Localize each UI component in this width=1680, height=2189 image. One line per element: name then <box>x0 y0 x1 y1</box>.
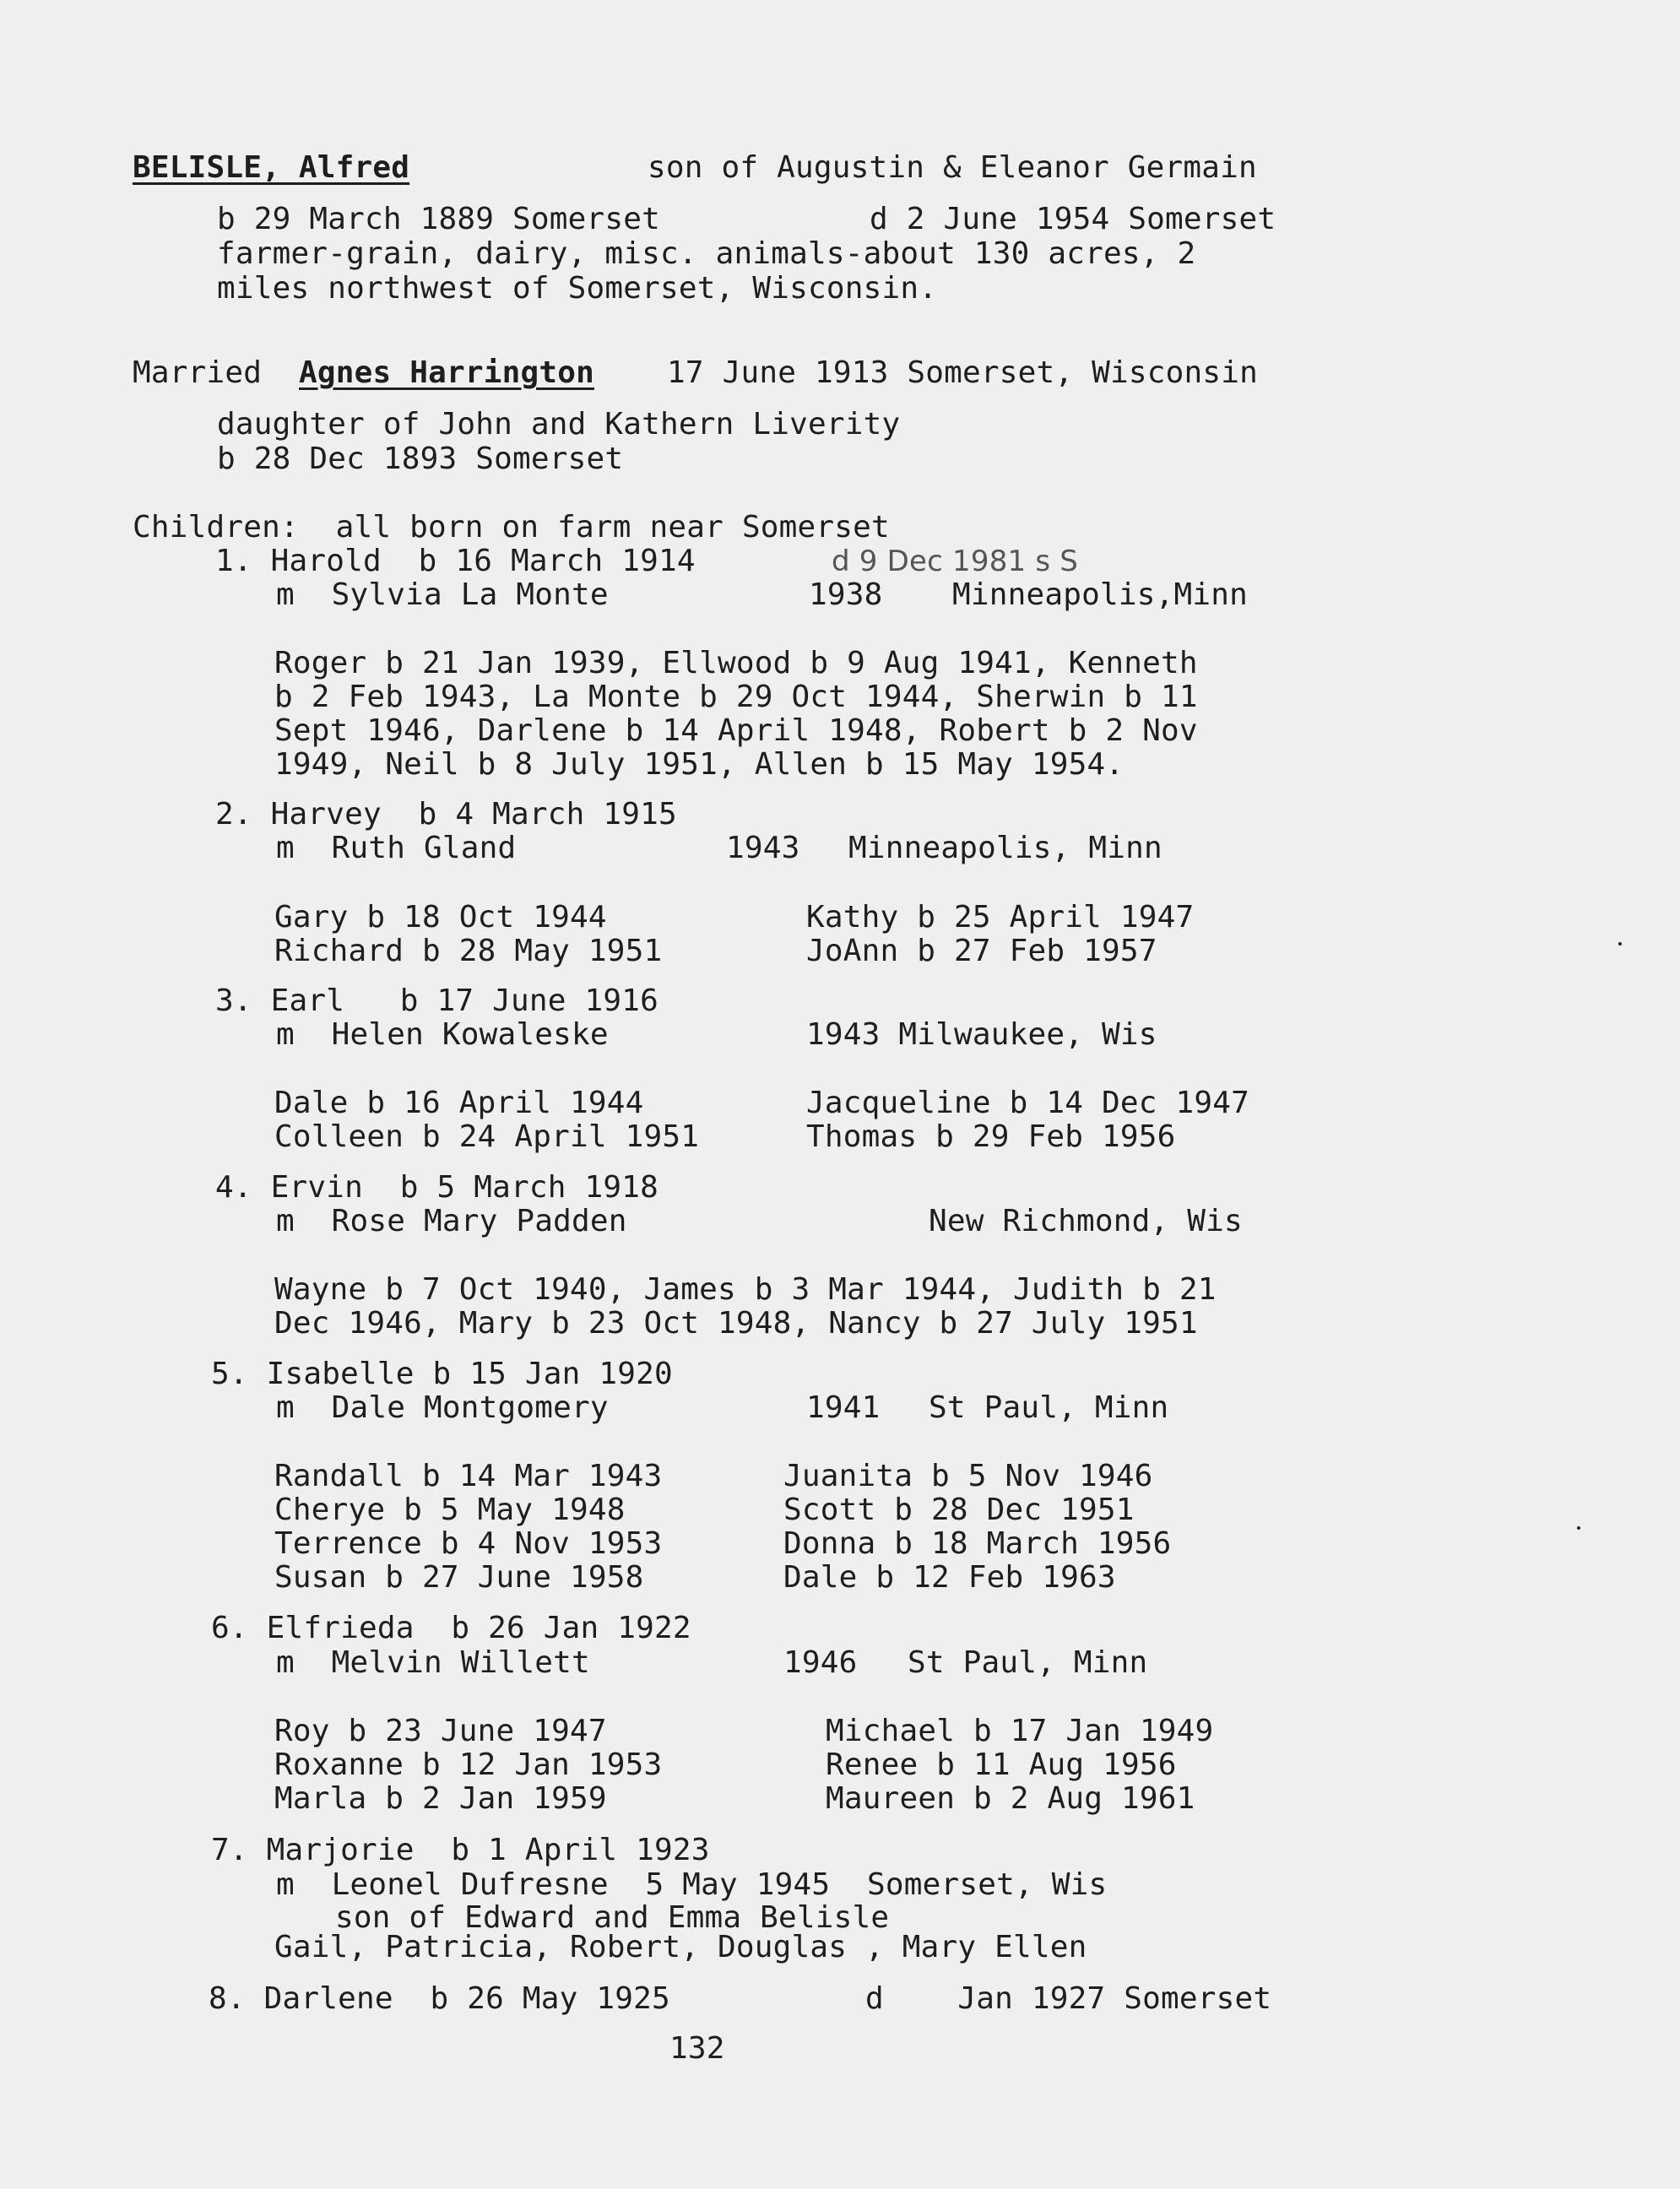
child-6-kid-right: Michael b 17 Jan 1949 <box>826 1714 1214 1748</box>
occupation-line-2: miles northwest of Somerset, Wisconsin. <box>217 271 938 306</box>
person-name: BELISLE, Alfred <box>133 150 410 185</box>
child-3-entry: 3. Earl b 17 June 1916 <box>215 983 658 1018</box>
child-2-marriage-place: Minneapolis, Minn <box>848 831 1162 865</box>
child-5-kid-left: Susan b 27 June 1958 <box>274 1560 644 1595</box>
married-label: Married <box>133 355 263 390</box>
child-4-kids-line-2: Dec 1946, Mary b 23 Oct 1948, Nancy b 27 July 1951 <box>274 1306 1198 1341</box>
spouse-birth: b 28 Dec 1893 Somerset <box>217 442 624 476</box>
child-8-death: d Jan 1927 Somerset <box>865 1981 1272 2016</box>
occupation-line-1: farmer-grain, dairy, misc. animals-about 130 acres, 2 <box>217 236 1196 271</box>
child-6-marriage-year: 1946 <box>783 1645 858 1680</box>
scan-speck <box>1577 1526 1580 1530</box>
child-5-kid-right: Scott b 28 Dec 1951 <box>783 1493 1135 1527</box>
child-5-kid-right: Donna b 18 March 1956 <box>783 1526 1172 1561</box>
child-2-marriage-year: 1943 <box>726 831 800 865</box>
child-3-kid-left-1: Dale b 16 April 1944 <box>274 1086 644 1120</box>
child-6-spouse: m Melvin Willett <box>276 1645 590 1680</box>
child-1-kids-line-4: 1949, Neil b 8 July 1951, Allen b 15 May 1954. <box>274 747 1125 782</box>
child-2-kid-right-2: JoAnn b 27 Feb 1957 <box>806 934 1157 968</box>
child-7-kids: Gail, Patricia, Robert, Douglas , Mary Ellen <box>274 1930 1087 1964</box>
child-1-kids-line-3: Sept 1946, Darlene b 14 April 1948, Robert b 2 Nov <box>274 713 1198 748</box>
child-3-marriage-year-place: 1943 Milwaukee, Wis <box>806 1017 1157 1052</box>
child-5-kid-left: Cherye b 5 May 1948 <box>274 1493 626 1527</box>
child-4-spouse: m Rose Mary Padden <box>276 1204 627 1238</box>
child-5-spouse: m Dale Montgomery <box>276 1390 609 1425</box>
child-3-spouse: m Helen Kowaleske <box>276 1017 609 1052</box>
child-6-kid-left: Roxanne b 12 Jan 1953 <box>274 1747 663 1782</box>
marriage-date-place: 17 June 1913 Somerset, Wisconsin <box>667 355 1258 390</box>
child-1-spouse: m Sylvia La Monte <box>276 577 609 612</box>
page-number: 132 <box>669 2031 725 2066</box>
child-5-kid-left: Terrence b 4 Nov 1953 <box>274 1526 663 1561</box>
child-6-kid-right: Renee b 11 Aug 1956 <box>826 1747 1177 1782</box>
child-1-entry: 1. Harold b 16 March 1914 <box>215 544 696 578</box>
child-5-marriage-year: 1941 <box>806 1390 881 1425</box>
child-3-kid-left-2: Colleen b 24 April 1951 <box>274 1119 700 1154</box>
person-parents: son of Augustin & Eleanor Germain <box>648 150 1257 185</box>
child-2-entry: 2. Harvey b 4 March 1915 <box>215 797 677 832</box>
birth-info: b 29 March 1889 Somerset <box>217 202 660 236</box>
child-6-marriage-place: St Paul, Minn <box>908 1645 1148 1680</box>
child-1-kids-line-1: Roger b 21 Jan 1939, Ellwood b 9 Aug 1941, Kenneth <box>274 646 1198 680</box>
child-4-entry: 4. Ervin b 5 March 1918 <box>215 1170 658 1205</box>
child-1-marriage-place: Minneapolis,Minn <box>952 577 1248 612</box>
child-2-kid-right-1: Kathy b 25 April 1947 <box>806 900 1195 935</box>
children-header: Children: all born on farm near Somerset <box>133 510 890 545</box>
child-3-kid-right-1: Jacqueline b 14 Dec 1947 <box>806 1086 1249 1120</box>
child-6-kid-left: Roy b 23 June 1947 <box>274 1714 607 1748</box>
child-6-kid-right: Maureen b 2 Aug 1961 <box>826 1781 1195 1816</box>
child-4-kids-line-1: Wayne b 7 Oct 1940, James b 3 Mar 1944, Judith b 21 <box>274 1272 1217 1307</box>
child-3-kid-right-2: Thomas b 29 Feb 1956 <box>806 1119 1176 1154</box>
child-5-entry: 5. Isabelle b 15 Jan 1920 <box>211 1357 673 1391</box>
child-6-entry: 6. Elfrieda b 26 Jan 1922 <box>211 1611 691 1645</box>
child-5-kid-right: Juanita b 5 Nov 1946 <box>783 1459 1153 1493</box>
child-1-handwritten-note: d 9 Dec 1981 s S <box>832 545 1079 578</box>
child-2-spouse: m Ruth Gland <box>276 831 517 865</box>
child-2-kid-left-1: Gary b 18 Oct 1944 <box>274 900 607 935</box>
child-5-kid-left: Randall b 14 Mar 1943 <box>274 1459 663 1493</box>
child-2-kid-left-2: Richard b 28 May 1951 <box>274 934 663 968</box>
child-5-kid-right: Dale b 12 Feb 1963 <box>783 1560 1116 1595</box>
spouse-name: Agnes Harrington <box>299 355 594 390</box>
child-7-spouse-parents: son of Edward and Emma Belisle <box>335 1900 890 1935</box>
child-1-marriage-year: 1938 <box>809 577 883 612</box>
death-info: d 2 June 1954 Somerset <box>870 202 1276 236</box>
child-1-kids-line-2: b 2 Feb 1943, La Monte b 29 Oct 1944, Sherwin b 11 <box>274 680 1198 714</box>
child-7-spouse: m Leonel Dufresne 5 May 1945 Somerset, Wis <box>276 1867 1108 1902</box>
child-8-entry: 8. Darlene b 26 May 1925 <box>209 1981 670 2016</box>
scan-speck <box>1618 942 1622 945</box>
child-7-entry: 7. Marjorie b 1 April 1923 <box>211 1833 710 1867</box>
spouse-parents: daughter of John and Kathern Liverity <box>217 407 901 442</box>
child-5-marriage-place: St Paul, Minn <box>929 1390 1169 1425</box>
child-4-place: New Richmond, Wis <box>929 1204 1243 1238</box>
child-6-kid-left: Marla b 2 Jan 1959 <box>274 1781 607 1816</box>
